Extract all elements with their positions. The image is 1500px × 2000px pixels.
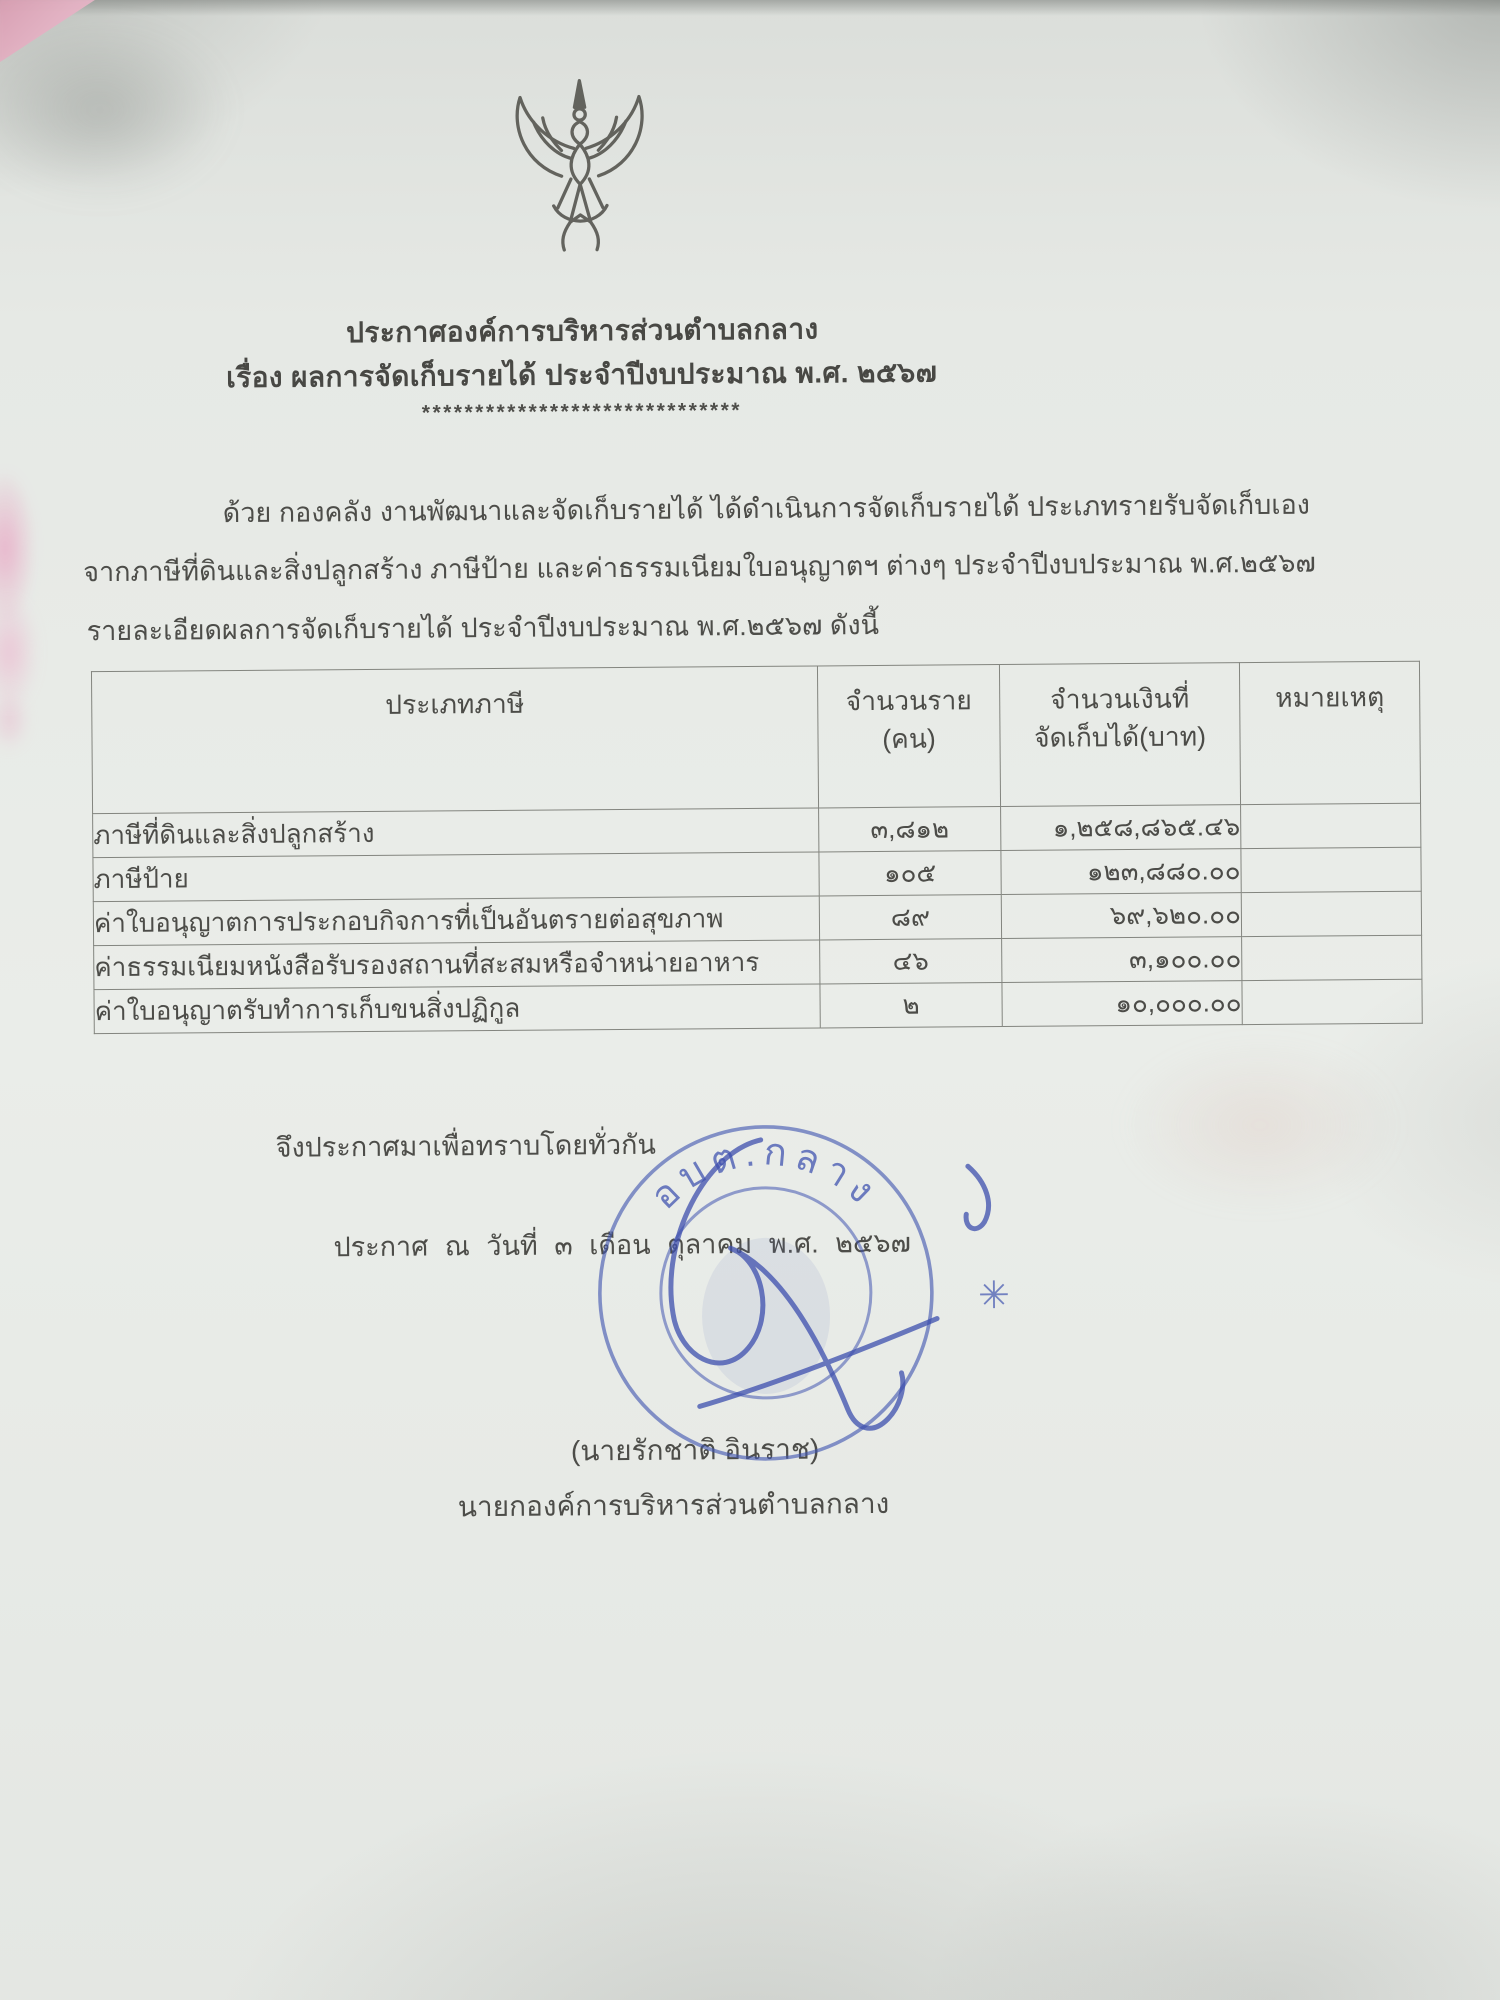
header-count [817, 665, 1000, 808]
cell-amount: ๑,๒๕๘,๘๖๕.๔๖ [1001, 805, 1241, 851]
stamp-arc-text: อบต.กลาง [643, 1131, 888, 1218]
cell-remark [1241, 891, 1421, 936]
cell-amount: ๑๒๓,๘๘๐.๐๐ [1001, 849, 1241, 895]
cell-count: ๘๙ [819, 895, 1001, 940]
cell-tax-type: ค่าใบอนุญาตรับทำการเก็บขนสิ่งปฏิกูล [94, 984, 820, 1034]
header-remark: หมายเหตุ [1239, 661, 1420, 804]
table-row [94, 979, 1422, 1033]
cell-amount: ๖๙,๖๒๐.๐๐ [1001, 893, 1241, 939]
cell-remark [1242, 979, 1422, 1024]
signer-name: (นายรักชาติ อินราช) [570, 1433, 820, 1467]
header-count-line1: จำนวนราย [845, 685, 972, 717]
cell-tax-type: ภาษีป้าย [93, 852, 819, 902]
closing-statement: จึงประกาศมาเพื่อทราบโดยทั่วกัน [275, 1129, 657, 1163]
header-amount-line1: จำนวนเงินที่ [1050, 683, 1190, 715]
header-tax-type: ประเภทภาษี [91, 666, 818, 814]
header-amount [999, 663, 1240, 807]
cell-count: ๔๖ [820, 939, 1002, 984]
tax-collection-table [91, 661, 1423, 1034]
cell-remark [1241, 803, 1421, 848]
cell-count: ๒ [820, 983, 1002, 1028]
document-subject: เรื่อง ผลการจัดเก็บรายได้ ประจำปีงบประมาณ พ.ศ. ๒๕๖๗ [226, 356, 938, 394]
cell-remark [1242, 935, 1422, 980]
announcement-date: ประกาศ ณ วันที่ ๓ เดือน ตุลาคม พ.ศ. ๒๕๖๗ [333, 1227, 911, 1263]
cell-tax-type: ค่าธรรมเนียมหนังสือรับรองสถานที่สะสมหรือจำหน่ายอาหาร [94, 940, 820, 990]
cell-count: ๓,๘๑๒ [819, 807, 1001, 852]
official-stamp [547, 1086, 1050, 1490]
cell-amount: ๑๐,๐๐๐.๐๐ [1002, 981, 1242, 1027]
paragraph-line-3: รายละเอียดผลการจัดเก็บรายได้ ประจำปีงบประมาณ พ.ศ.๒๕๖๗ ดังนี้ [86, 609, 880, 647]
header-count-line2: (คน) [882, 723, 936, 755]
signer-title: นายกองค์การบริหารส่วนตำบลกลาง [457, 1487, 890, 1523]
paragraph-line-1: ด้วย กองคลัง งานพัฒนาและจัดเก็บรายได้ ได้ดำเนินการจัดเก็บรายได้ ประเภทรายรับจัดเก็บเอง [222, 489, 1311, 529]
cell-tax-type: ค่าใบอนุญาตการประกอบกิจการที่เป็นอันตรายต่อสุขภาพ [93, 896, 819, 946]
cell-remark [1241, 847, 1421, 892]
cell-amount: ๓,๑๐๐.๐๐ [1002, 937, 1242, 983]
cell-count: ๑๐๕ [819, 851, 1001, 896]
header-amount-line2: จัดเก็บได้(บาท) [1033, 721, 1207, 754]
garuda-emblem-icon [497, 73, 663, 306]
document-title: ประกาศองค์การบริหารส่วนตำบลกลาง [346, 313, 819, 349]
divider-asterisks: ****************************** [421, 399, 743, 425]
cell-tax-type: ภาษีที่ดินและสิ่งปลูกสร้าง [93, 808, 819, 858]
paragraph-line-2: จากภาษีที่ดินและสิ่งปลูกสร้าง ภาษีป้าย และค่าธรรมเนียมใบอนุญาตฯ ต่างๆ ประจำปีงบประมาณ พ.ศ.๒๕๖๗ [83, 547, 1316, 588]
stamp-star-icon: ✳ [977, 1272, 1010, 1318]
table-header-row [91, 661, 1420, 813]
